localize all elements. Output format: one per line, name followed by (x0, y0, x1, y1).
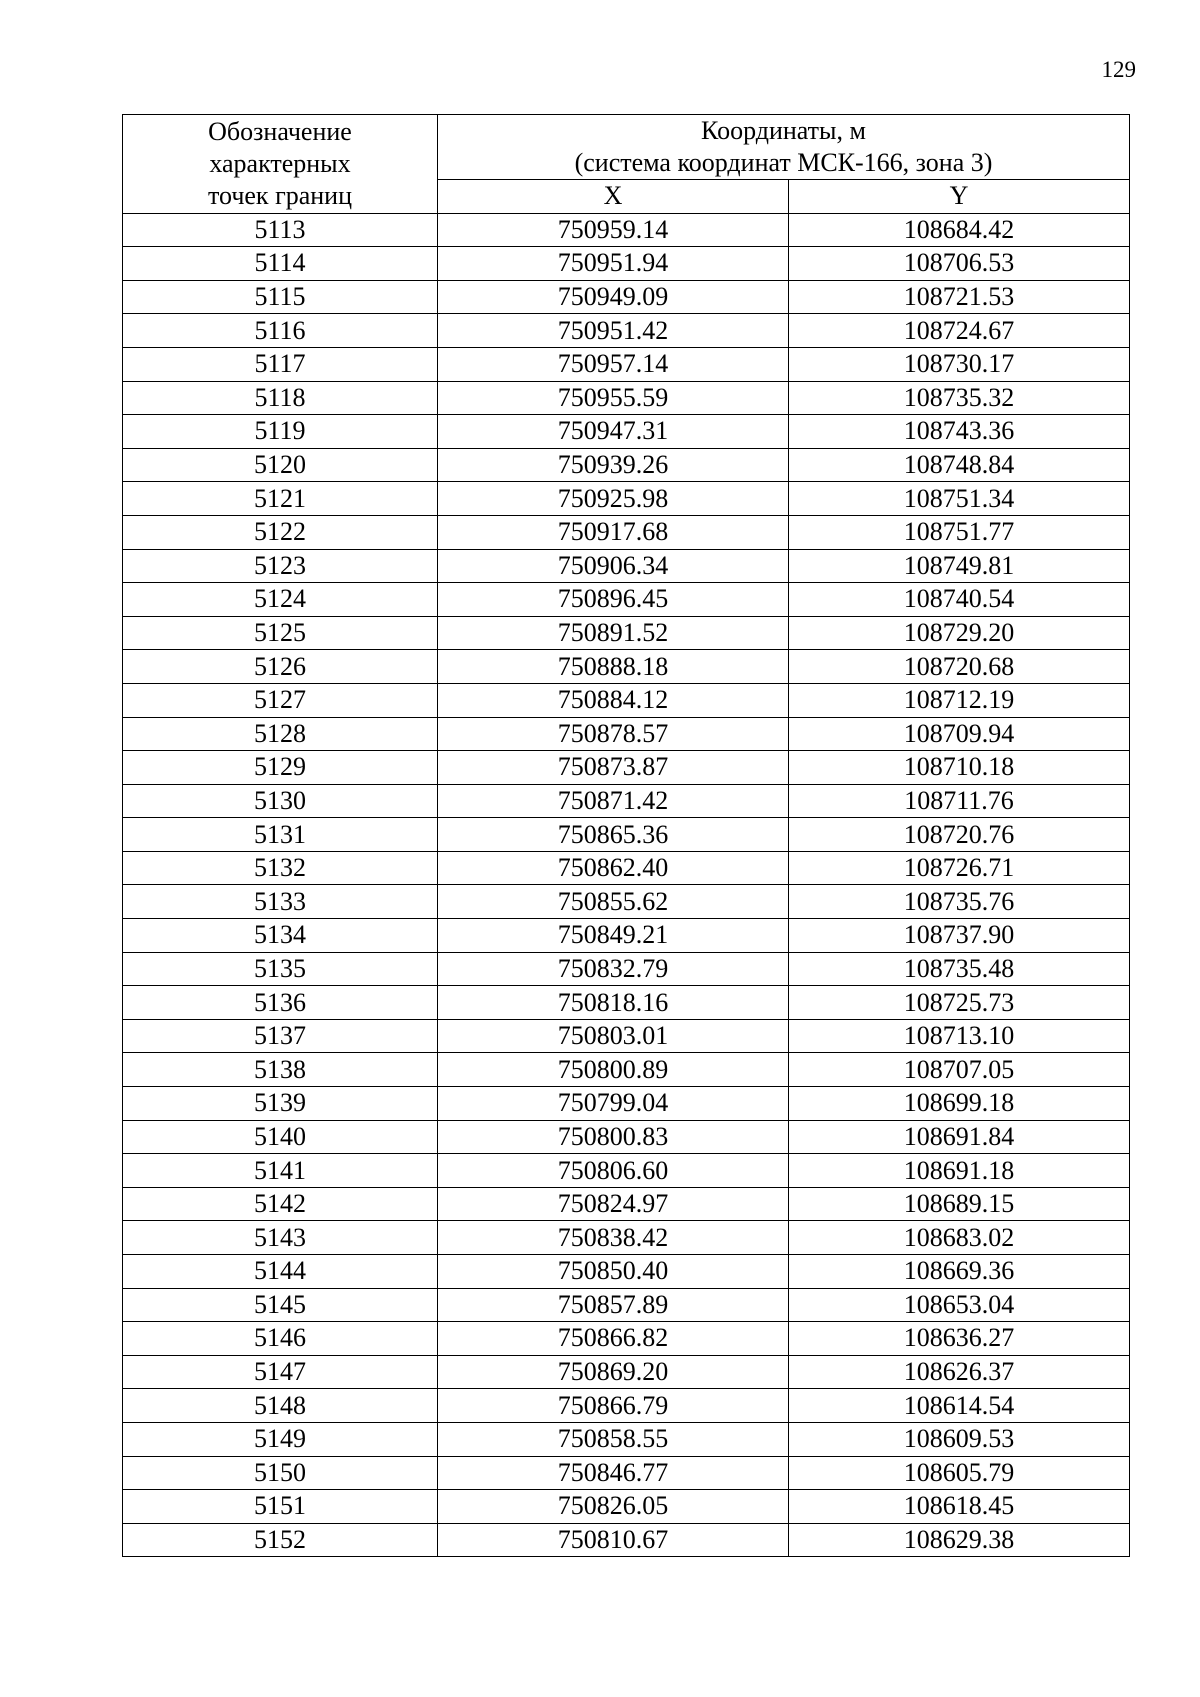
x-cell: 750871.42 (438, 784, 789, 818)
x-cell: 750947.31 (438, 415, 789, 449)
point-cell: 5150 (123, 1456, 438, 1490)
x-cell: 750917.68 (438, 515, 789, 549)
table-row (123, 952, 1130, 986)
point-cell: 5114 (123, 247, 438, 281)
table-row (123, 717, 1130, 751)
x-cell: 750810.67 (438, 1523, 789, 1557)
x-cell: 750925.98 (438, 482, 789, 516)
y-cell: 108699.18 (789, 1087, 1130, 1121)
y-column-header: Y (789, 180, 1130, 214)
x-cell: 750818.16 (438, 986, 789, 1020)
x-cell: 750858.55 (438, 1422, 789, 1456)
x-cell: 750949.09 (438, 280, 789, 314)
table-row (123, 1389, 1130, 1423)
table-row (123, 415, 1130, 449)
table-row (123, 1422, 1130, 1456)
table-row (123, 1187, 1130, 1221)
x-cell: 750806.60 (438, 1154, 789, 1188)
y-cell: 108684.42 (789, 213, 1130, 247)
x-cell: 750878.57 (438, 717, 789, 751)
table-row (123, 1288, 1130, 1322)
y-cell: 108691.84 (789, 1120, 1130, 1154)
y-cell: 108709.94 (789, 717, 1130, 751)
point-cell: 5120 (123, 448, 438, 482)
y-cell: 108724.67 (789, 314, 1130, 348)
table-row (123, 1523, 1130, 1557)
x-cell: 750832.79 (438, 952, 789, 986)
point-cell: 5133 (123, 885, 438, 919)
y-cell: 108751.34 (789, 482, 1130, 516)
point-cell: 5129 (123, 751, 438, 785)
point-header-line-2: характерных (209, 148, 351, 178)
point-cell: 5130 (123, 784, 438, 818)
point-cell: 5124 (123, 583, 438, 617)
table-row (123, 213, 1130, 247)
x-cell: 750959.14 (438, 213, 789, 247)
point-cell: 5141 (123, 1154, 438, 1188)
y-cell: 108748.84 (789, 448, 1130, 482)
table-row (123, 1255, 1130, 1289)
table-row (123, 1120, 1130, 1154)
x-cell: 750862.40 (438, 851, 789, 885)
point-cell: 5113 (123, 213, 438, 247)
table-row (123, 1087, 1130, 1121)
table-row (123, 818, 1130, 852)
y-cell: 108735.32 (789, 381, 1130, 415)
point-cell: 5137 (123, 1019, 438, 1053)
coords-header-line-2: (система координат МСК-166, зона 3) (574, 148, 993, 177)
point-cell: 5151 (123, 1490, 438, 1524)
table-row (123, 616, 1130, 650)
x-cell: 750800.83 (438, 1120, 789, 1154)
point-cell: 5135 (123, 952, 438, 986)
table-row (123, 1053, 1130, 1087)
point-cell: 5144 (123, 1255, 438, 1289)
y-cell: 108729.20 (789, 616, 1130, 650)
point-column-header (123, 115, 438, 214)
table-row (123, 885, 1130, 919)
point-cell: 5149 (123, 1422, 438, 1456)
point-cell: 5121 (123, 482, 438, 516)
y-cell: 108691.18 (789, 1154, 1130, 1188)
point-cell: 5147 (123, 1355, 438, 1389)
x-cell: 750799.04 (438, 1087, 789, 1121)
table-row (123, 851, 1130, 885)
point-cell: 5148 (123, 1389, 438, 1423)
table-row (123, 583, 1130, 617)
table-row (123, 1456, 1130, 1490)
point-cell: 5139 (123, 1087, 438, 1121)
y-cell: 108614.54 (789, 1389, 1130, 1423)
x-cell: 750846.77 (438, 1456, 789, 1490)
point-cell: 5142 (123, 1187, 438, 1221)
y-cell: 108706.53 (789, 247, 1130, 281)
y-cell: 108737.90 (789, 919, 1130, 953)
y-cell: 108725.73 (789, 986, 1130, 1020)
y-cell: 108726.71 (789, 851, 1130, 885)
x-cell: 750855.62 (438, 885, 789, 919)
point-cell: 5140 (123, 1120, 438, 1154)
table-row (123, 1019, 1130, 1053)
point-header-line-1: Обозначение (208, 116, 352, 146)
point-cell: 5132 (123, 851, 438, 885)
point-cell: 5117 (123, 347, 438, 381)
x-cell: 750951.42 (438, 314, 789, 348)
x-cell: 750873.87 (438, 751, 789, 785)
table-row (123, 1221, 1130, 1255)
y-cell: 108707.05 (789, 1053, 1130, 1087)
x-cell: 750824.97 (438, 1187, 789, 1221)
table-row (123, 280, 1130, 314)
x-cell: 750866.82 (438, 1322, 789, 1356)
y-cell: 108712.19 (789, 683, 1130, 717)
x-cell: 750951.94 (438, 247, 789, 281)
x-cell: 750800.89 (438, 1053, 789, 1087)
point-cell: 5138 (123, 1053, 438, 1087)
table-row (123, 381, 1130, 415)
point-cell: 5127 (123, 683, 438, 717)
table-row (123, 448, 1130, 482)
table-row (123, 515, 1130, 549)
point-cell: 5116 (123, 314, 438, 348)
y-cell: 108720.68 (789, 650, 1130, 684)
table-row (123, 683, 1130, 717)
y-cell: 108743.36 (789, 415, 1130, 449)
point-cell: 5131 (123, 818, 438, 852)
table-row (123, 919, 1130, 953)
point-cell: 5125 (123, 616, 438, 650)
x-cell: 750939.26 (438, 448, 789, 482)
table-row (123, 347, 1130, 381)
table-row (123, 784, 1130, 818)
page-number: 129 (1101, 57, 1136, 82)
y-cell: 108669.36 (789, 1255, 1130, 1289)
y-cell: 108735.48 (789, 952, 1130, 986)
x-cell: 750888.18 (438, 650, 789, 684)
x-cell: 750957.14 (438, 347, 789, 381)
y-cell: 108740.54 (789, 583, 1130, 617)
point-cell: 5145 (123, 1288, 438, 1322)
y-cell: 108609.53 (789, 1422, 1130, 1456)
y-cell: 108636.27 (789, 1322, 1130, 1356)
x-cell: 750891.52 (438, 616, 789, 650)
y-cell: 108735.76 (789, 885, 1130, 919)
x-column-header: X (438, 180, 789, 214)
y-cell: 108720.76 (789, 818, 1130, 852)
table-row (123, 314, 1130, 348)
x-cell: 750865.36 (438, 818, 789, 852)
coords-header-line-1: Координаты, м (701, 116, 866, 145)
point-cell: 5152 (123, 1523, 438, 1557)
point-cell: 5134 (123, 919, 438, 953)
point-header-line-3: точек границ (207, 180, 353, 210)
coordinates-group-header (438, 115, 1130, 180)
x-cell: 750866.79 (438, 1389, 789, 1423)
y-cell: 108721.53 (789, 280, 1130, 314)
y-cell: 108605.79 (789, 1456, 1130, 1490)
point-cell: 5118 (123, 381, 438, 415)
y-cell: 108653.04 (789, 1288, 1130, 1322)
point-cell: 5128 (123, 717, 438, 751)
table-header (123, 115, 1130, 214)
y-cell: 108730.17 (789, 347, 1130, 381)
x-cell: 750803.01 (438, 1019, 789, 1053)
table-row (123, 247, 1130, 281)
y-cell: 108711.76 (789, 784, 1130, 818)
table-row (123, 986, 1130, 1020)
y-cell: 108683.02 (789, 1221, 1130, 1255)
x-cell: 750857.89 (438, 1288, 789, 1322)
table-row (123, 751, 1130, 785)
y-cell: 108713.10 (789, 1019, 1130, 1053)
x-cell: 750849.21 (438, 919, 789, 953)
point-cell: 5122 (123, 515, 438, 549)
x-cell: 750869.20 (438, 1355, 789, 1389)
point-cell: 5115 (123, 280, 438, 314)
point-cell: 5119 (123, 415, 438, 449)
point-cell: 5146 (123, 1322, 438, 1356)
y-cell: 108749.81 (789, 549, 1130, 583)
x-cell: 750826.05 (438, 1490, 789, 1524)
point-cell: 5126 (123, 650, 438, 684)
y-cell: 108710.18 (789, 751, 1130, 785)
x-cell: 750884.12 (438, 683, 789, 717)
point-cell: 5143 (123, 1221, 438, 1255)
table-row (123, 650, 1130, 684)
x-cell: 750896.45 (438, 583, 789, 617)
table-row (123, 1322, 1130, 1356)
x-cell: 750838.42 (438, 1221, 789, 1255)
x-cell: 750955.59 (438, 381, 789, 415)
x-cell: 750906.34 (438, 549, 789, 583)
coordinates-table (122, 114, 1130, 1557)
y-cell: 108629.38 (789, 1523, 1130, 1557)
y-cell: 108751.77 (789, 515, 1130, 549)
x-cell: 750850.40 (438, 1255, 789, 1289)
y-cell: 108689.15 (789, 1187, 1130, 1221)
point-cell: 5136 (123, 986, 438, 1020)
table-row (123, 1490, 1130, 1524)
table-row (123, 1355, 1130, 1389)
table-row (123, 549, 1130, 583)
y-cell: 108626.37 (789, 1355, 1130, 1389)
table-row (123, 1154, 1130, 1188)
y-cell: 108618.45 (789, 1490, 1130, 1524)
point-cell: 5123 (123, 549, 438, 583)
table-row (123, 482, 1130, 516)
table-body (123, 213, 1130, 1557)
